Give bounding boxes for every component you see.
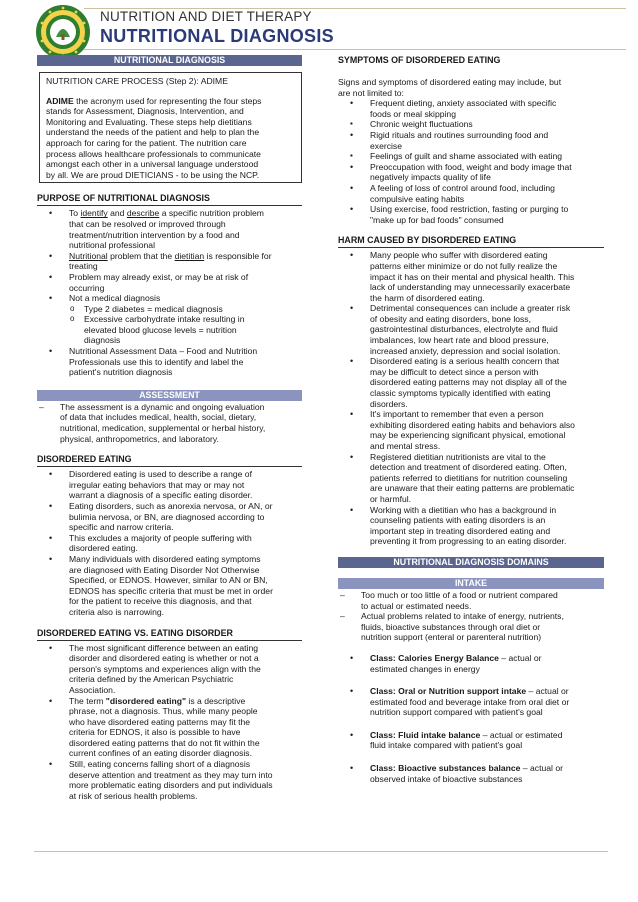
page-title: NUTRITIONAL DIAGNOSIS <box>100 26 334 46</box>
left-column <box>37 55 302 801</box>
list-item: • Class: Calories Energy Balance – actual or estimated changes in energy <box>338 653 604 674</box>
list-item: • Eating disorders, such as anorexia nervosa, or AN, or bulimia nervosa, or BN, are diagnosed according to specific and narrow criteria. <box>37 501 302 533</box>
list-item: • Many people who suffer with disordered eating patterns either minimize or do not fully realize the impact it has on their mental and physical health. This lack of understanding may unnecessarily exacerbate the harm of disordered eating. <box>338 250 604 303</box>
list-item: • Registered dietitian nutritionists are vital to the detection and treatment of disordered eating. Often, patients referred to dietitians for nutrition counseling are unaware that their eating patterns are problematic or harmful. <box>338 452 604 505</box>
section-band-nutritional-diagnosis: NUTRITIONAL DIAGNOSIS <box>37 55 302 66</box>
list-item: • Preoccupation with food, weight and body image that negatively impacts quality of life <box>338 162 604 183</box>
header-subtitle: NUTRITION AND DIET THERAPY <box>100 9 312 24</box>
ncp-box-title: NUTRITION CARE PROCESS (Step 2): ADIME <box>46 76 228 86</box>
list-item: – Too much or too little of a food or nutrient compared to actual or estimated needs. <box>338 590 604 611</box>
ncp-box <box>39 72 302 183</box>
intake-list <box>338 590 604 643</box>
symptoms-list-rest <box>338 130 604 151</box>
list-item: • Frequent dieting, anxiety associated with specific foods or meal skipping <box>338 98 604 119</box>
symptoms-title: SYMPTOMS OF DISORDERED EATING <box>338 55 501 65</box>
list-item: • It's important to remember that even a person exhibiting disordered eating habits and behaviors also may be experiencing significant physical, emotional and mental stress. <box>338 409 604 451</box>
footer-rule <box>34 851 608 852</box>
list-item: • Disordered eating is used to describe a range of irregular eating behaviors that may or may not warrant a diagnosis of a specific eating disorder. <box>37 469 302 501</box>
list-item: • Rigid rituals and routines surrounding food and exercise <box>338 130 604 151</box>
list-item: • Still, eating concerns falling short of a diagnosis deserve attention and treatment as they may turn into more problematic eating disorders and put individuals at risk of serious health problems. <box>37 759 302 801</box>
list-item: • A feeling of loss of control around food, including compulsive eating habits <box>338 183 604 204</box>
list-item: • Working with a dietitian who has a background in counseling patients with eating disorders is an important step in treating disordered eating and preventing it from progressing to an eating disorder. <box>338 505 604 547</box>
list-item: – Actual problems related to intake of energy, nutrients, fluids, bioactive substances through oral diet or nutrition support (enteral or parenteral nutrition) <box>338 611 604 643</box>
sub-list-item: o Excessive carbohydrate intake resulting in elevated blood glucose levels = nutrition diagnosis <box>37 314 302 346</box>
list-item: • To identify and describe a specific nutrition problem that can be resolved or improved through treatment/nutrition intervention by a food and nutritional professional <box>37 208 302 250</box>
list-item: • This excludes a majority of people suffering with disordered eating. <box>37 533 302 554</box>
adime-lead: ADIME <box>46 95 74 106</box>
list-item: • Class: Oral or Nutrition support intake – actual or estimated food and beverage intake from oral diet or nutrition support compared with patient's goal <box>338 686 604 718</box>
list-item: ▪ Feelings of guilt and shame associated with eating <box>338 151 604 162</box>
list-item: • Nutritional problem that the dietitian is responsible for treating <box>37 251 302 272</box>
assessment-list <box>37 402 302 444</box>
list-item: • Detrimental consequences can include a greater risk of obesity and eating disorders, bone loss, gastrointestinal disturbances, electrolyte and fluid imbalances, low heart rate and blood pressure, increased anxiety, depression and social isolation. <box>338 303 604 356</box>
symptoms-intro: Signs and symptoms of disordered eating may include, but are not limited to: <box>338 77 562 98</box>
section-band-assessment: ASSESSMENT <box>37 390 302 401</box>
symptoms-list-rest-2 <box>338 162 604 226</box>
symptoms-list-square-2 <box>338 151 604 162</box>
list-item: • Disordered eating is a serious health concern that may be difficult to detect since a person with disordered eating patterns may not display all of the classic symptoms typically identified with eating disorders. <box>338 356 604 409</box>
sub-list-item: o Type 2 diabetes = medical diagnosis <box>37 304 302 315</box>
harm-list <box>338 250 604 547</box>
list-item: • Class: Fluid intake balance – actual or estimated fluid intake compared with patient's goal <box>338 730 604 751</box>
symptoms-list <box>338 98 604 119</box>
section-band-intake: INTAKE <box>338 578 604 589</box>
list-item: • Class: Bioactive substances balance – actual or observed intake of bioactive substances <box>338 763 604 784</box>
purpose-title: PURPOSE OF NUTRITIONAL DIAGNOSIS <box>37 193 302 206</box>
list-item: • Many individuals with disordered eating symptoms are diagnosed with Eating Disorder Not Otherwise Specified, or EDNOS. However, similar to AN or BN, EDNOS has specific criteria that must be met in order for the patient to receive this diagnosis, and that criteria also is narrowing. <box>37 554 302 618</box>
right-column <box>338 55 604 784</box>
list-item: • Not a medical diagnosis o Type 2 diabetes = medical diagnosis o Excessive carbohydrate intake resulting in elevated blood glucose levels = nutrition diagnosis <box>37 293 302 346</box>
section-band-domains: NUTRITIONAL DIAGNOSIS DOMAINS <box>338 557 604 568</box>
list-item: • The term "disordered eating" is a descriptive phrase, not a diagnosis. Thus, while many people who have disordered eating patterns may fit the criteria for EDNOS, it also is possible to have disordered eating patterns that do not fit within the current confines of an eating disorder diagnosis. <box>37 696 302 760</box>
list-item: • The most significant difference between an eating disorder and disordered eating is whether or not a person's symptoms and experiences align with the criteria defined by the American Psychiatric Association. <box>37 643 302 696</box>
disordered-eating-list <box>37 469 302 617</box>
symptoms-list-square <box>338 119 604 130</box>
list-item: • Using exercise, food restriction, fasting or purging to "make up for bad foods" consumed <box>338 204 604 225</box>
header-rule <box>84 49 626 50</box>
intake-classes-list <box>338 653 604 784</box>
seal-logo-icon <box>34 3 92 61</box>
list-item: – The assessment is a dynamic and ongoing evaluation of data that includes medical, health, social, dietary, nutritional, medication, supplemental or herbal history, physical, anthropometrics, and laboratory. <box>37 402 302 444</box>
list-item: • Problem may already exist, or may be at risk of occurring <box>37 272 302 293</box>
list-item: • Nutritional Assessment Data – Food and Nutrition Professionals use this to identify and label the patient's nutrition diagnosis <box>37 346 302 378</box>
vs-title: DISORDERED EATING VS. EATING DISORDER <box>37 628 302 641</box>
harm-title: HARM CAUSED BY DISORDERED EATING <box>338 235 604 248</box>
list-item: ▪ Chronic weight fluctuations <box>338 119 604 130</box>
sub-list <box>37 304 302 346</box>
purpose-list <box>37 208 302 378</box>
disordered-eating-title: DISORDERED EATING <box>37 454 302 467</box>
ncp-box-body: ADIME the acronym used for representing the four steps stands for Assessment, Diagnosis, Intervention, and Monitoring and Evaluating. These steps help dietitians understand the needs of the patient and help to plan the approach for caring for the patient. The nutrition care process allows healthcare professionals to communicate amongst each other in a universal language understood by all. We are proud DIETICIANS - to be using the NCP. <box>46 95 262 180</box>
vs-list <box>37 643 302 802</box>
